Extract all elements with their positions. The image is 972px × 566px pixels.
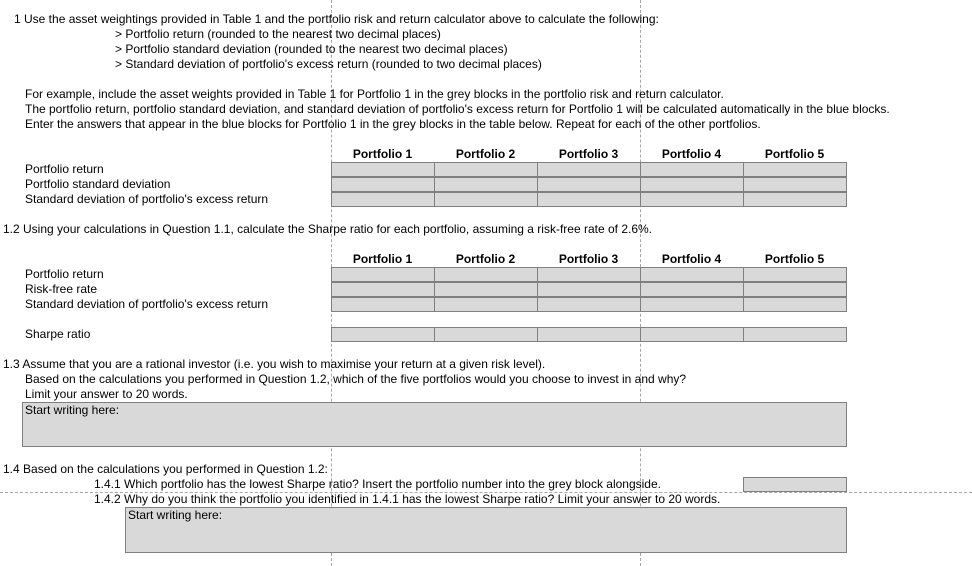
input-cell[interactable] (640, 297, 744, 312)
q142-answer-box[interactable] (125, 507, 847, 553)
input-cell[interactable] (743, 192, 847, 207)
q1-example-line-2: The portfolio return, portfolio standard deviation, and standard deviation of portfolio's excess return for Portfolio 1 will be calculated automatically in the blue blocks. (25, 102, 890, 116)
input-cell[interactable] (434, 177, 538, 192)
q1-example-line-1: For example, include the asset weights provided in Table 1 for Portfolio 1 in the grey blocks in the portfolio risk and return calculator. (25, 87, 724, 101)
q1-bullet-3: > Standard deviation of portfolio's excess return (rounded to two decimal places) (115, 57, 542, 71)
table2-row-excess-return-std-dev (331, 297, 847, 312)
input-cell[interactable] (640, 177, 744, 192)
input-cell[interactable] (331, 192, 435, 207)
input-cell[interactable] (743, 327, 847, 342)
table1-label-portfolio-return: Portfolio return (25, 162, 104, 176)
q1-bullet-2: > Portfolio standard deviation (rounded to the nearest two decimal places) (115, 42, 508, 56)
table2-label-sharpe-ratio: Sharpe ratio (25, 327, 91, 341)
input-cell[interactable] (640, 162, 744, 177)
table2-header-portfolio-5: Portfolio 5 (764, 252, 825, 266)
table1-row-portfolio-std-dev (331, 177, 847, 192)
input-cell[interactable] (743, 177, 847, 192)
input-cell[interactable] (640, 282, 744, 297)
input-cell[interactable] (434, 192, 538, 207)
table2-row-risk-free-rate (331, 282, 847, 297)
q13-line-3: Limit your answer to 20 words. (25, 387, 188, 401)
q141-text: 1.4.1 Which portfolio has the lowest Sharpe ratio? Insert the portfolio number into the grey block alongside. (94, 477, 661, 491)
table1-header-portfolio-1: Portfolio 1 (352, 147, 413, 161)
input-cell[interactable] (537, 297, 641, 312)
table1-label-portfolio-std-dev: Portfolio standard deviation (25, 177, 171, 191)
q142-answer-placeholder: Start writing here: (128, 508, 223, 522)
input-cell[interactable] (331, 177, 435, 192)
table2-row-sharpe-ratio (331, 327, 847, 342)
table1-header-portfolio-2: Portfolio 2 (455, 147, 516, 161)
q13-line-1: 1.3 Assume that you are a rational investor (i.e. you wish to maximise your return at a given risk level). (3, 357, 546, 371)
input-cell[interactable] (537, 177, 641, 192)
q1-title: 1 Use the asset weightings provided in Table 1 and the portfolio risk and return calculator above to calculate the following: (14, 12, 659, 26)
q142-text: 1.4.2 Why do you think the portfolio you identified in 1.4.1 has the lowest Sharpe ratio? Limit your answer to 20 words. (94, 492, 721, 506)
input-cell[interactable] (640, 267, 744, 282)
input-cell[interactable] (434, 267, 538, 282)
input-cell[interactable] (743, 297, 847, 312)
input-cell[interactable] (537, 192, 641, 207)
input-cell[interactable] (743, 267, 847, 282)
q141-answer-cell[interactable] (743, 477, 847, 492)
table2-header-portfolio-1: Portfolio 1 (352, 252, 413, 266)
table2-label-portfolio-return: Portfolio return (25, 267, 104, 281)
table1-header-portfolio-5: Portfolio 5 (764, 147, 825, 161)
input-cell[interactable] (331, 282, 435, 297)
input-cell[interactable] (640, 192, 744, 207)
input-cell[interactable] (331, 297, 435, 312)
q13-answer-placeholder: Start writing here: (25, 403, 120, 417)
q13-line-2: Based on the calculations you performed in Question 1.2, which of the five portfolios would you choose to invest in and why? (25, 372, 687, 386)
input-cell[interactable] (331, 162, 435, 177)
input-cell[interactable] (743, 282, 847, 297)
input-cell[interactable] (331, 267, 435, 282)
table1-row-excess-return-std-dev (331, 192, 847, 207)
q14-title: 1.4 Based on the calculations you performed in Question 1.2: (3, 462, 328, 476)
input-cell[interactable] (537, 327, 641, 342)
table1-label-excess-return-std-dev: Standard deviation of portfolio's excess return (25, 192, 269, 206)
input-cell[interactable] (743, 162, 847, 177)
q13-answer-box[interactable] (22, 402, 847, 447)
table1-header-portfolio-3: Portfolio 3 (558, 147, 619, 161)
table2-row-portfolio-return (331, 267, 847, 282)
table2-label-risk-free-rate: Risk-free rate (25, 282, 98, 296)
table2-label-excess-return-std-dev: Standard deviation of portfolio's excess return (25, 297, 269, 311)
table1-row-portfolio-return (331, 162, 847, 177)
input-cell[interactable] (537, 162, 641, 177)
input-cell[interactable] (640, 327, 744, 342)
input-cell[interactable] (434, 327, 538, 342)
input-cell[interactable] (331, 327, 435, 342)
input-cell[interactable] (434, 297, 538, 312)
table1-header-portfolio-4: Portfolio 4 (661, 147, 722, 161)
input-cell[interactable] (537, 267, 641, 282)
input-cell[interactable] (434, 162, 538, 177)
q1-bullet-1: > Portfolio return (rounded to the nearest two decimal places) (115, 27, 441, 41)
table2-header-portfolio-3: Portfolio 3 (558, 252, 619, 266)
table2-header-portfolio-2: Portfolio 2 (455, 252, 516, 266)
q12-title: 1.2 Using your calculations in Question 1.1, calculate the Sharpe ratio for each portfolio, assuming a risk-free rate of 2.6%. (3, 222, 653, 236)
input-cell[interactable] (537, 282, 641, 297)
table2-header-portfolio-4: Portfolio 4 (661, 252, 722, 266)
input-cell[interactable] (434, 282, 538, 297)
q1-example-line-3: Enter the answers that appear in the blue blocks for Portfolio 1 in the grey blocks in the table below. Repeat for each of the other portfolios. (25, 117, 761, 131)
